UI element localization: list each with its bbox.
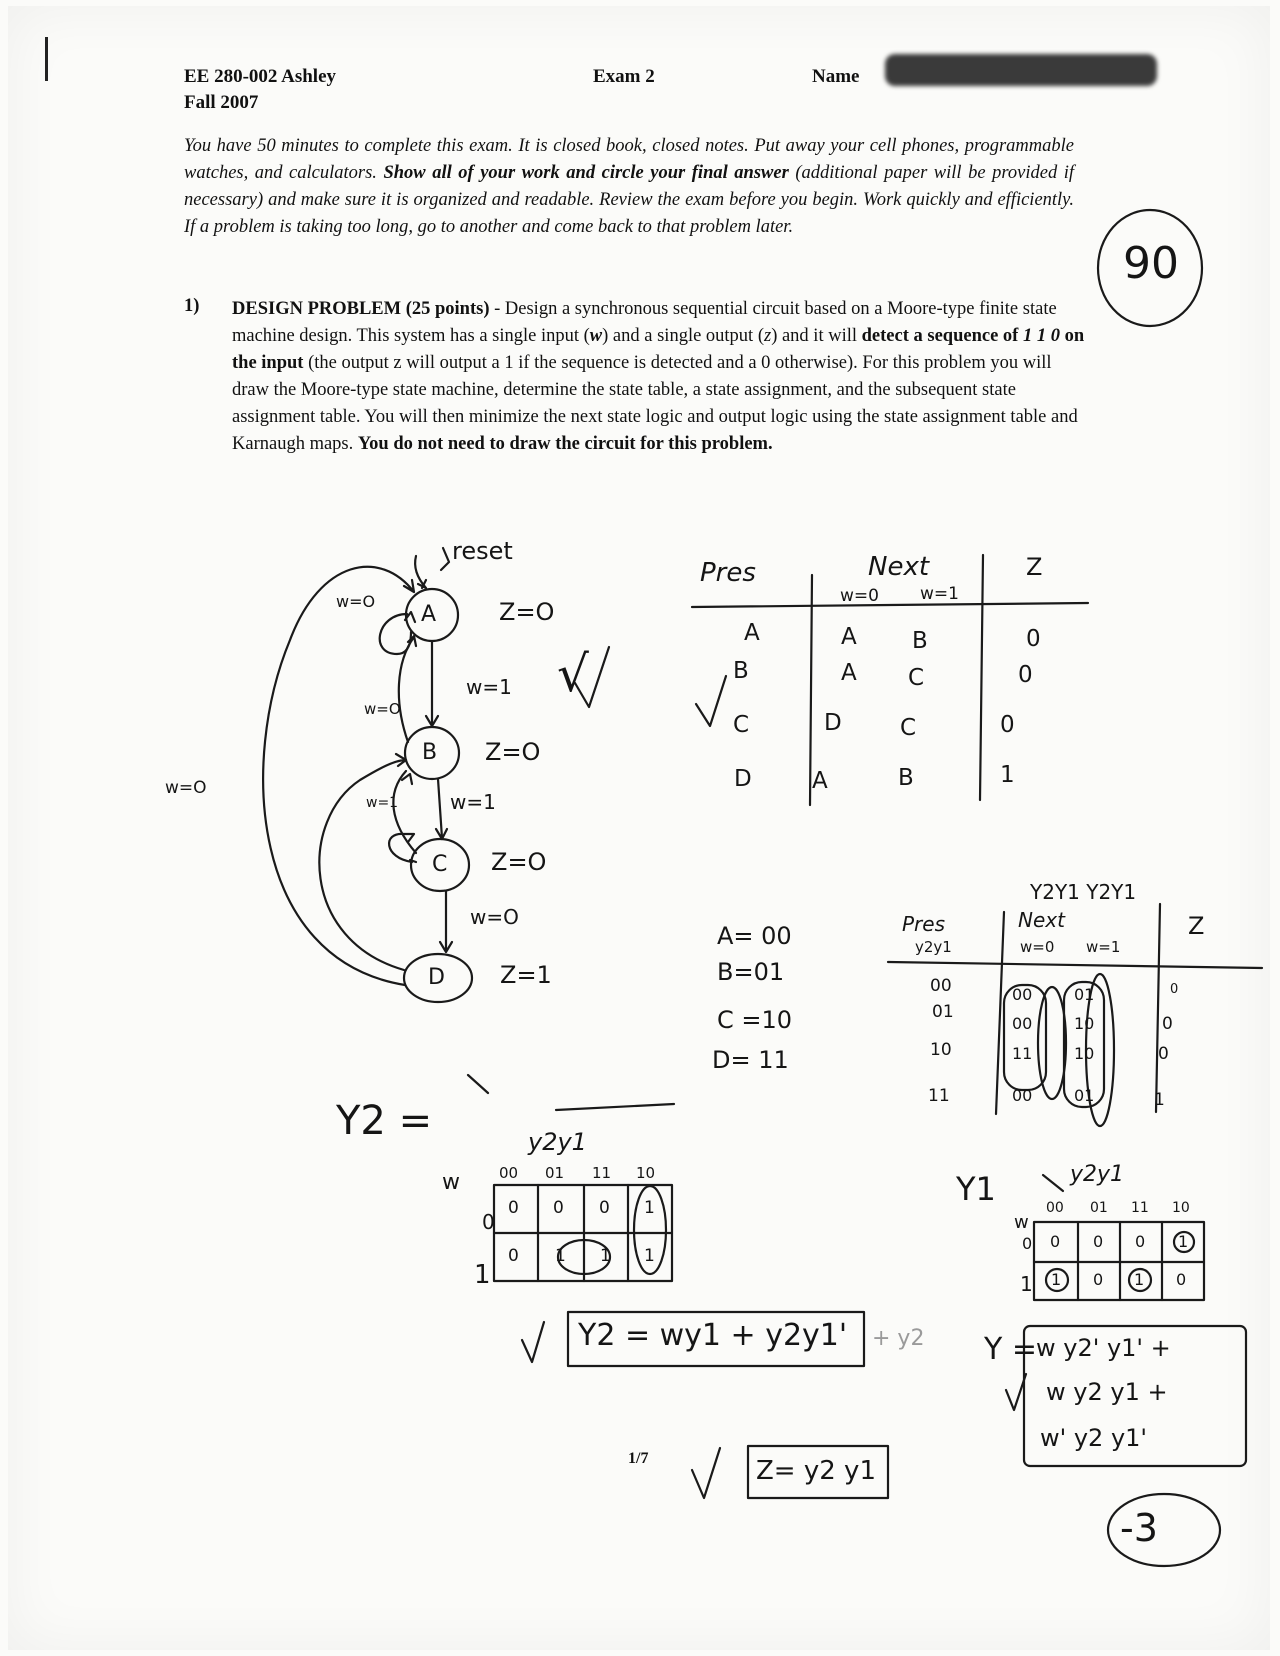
kmap-cell: 0 [508,1246,519,1266]
table-cell: A [744,620,760,646]
assign-header-output: Z [1188,912,1205,940]
table-cell: B [912,628,928,654]
y1-answer-line: w' y2 y1' [1040,1424,1148,1452]
kmap-col-label: 01 [1090,1200,1108,1216]
assign-cell: 0 [1158,1044,1169,1064]
assign-cell: 0 [1170,982,1179,997]
reset-arrow [415,556,426,588]
term: Fall 2007 [184,92,259,113]
state-a-self-loop [380,612,415,654]
edge-b-a [399,636,416,742]
assignment-line: D= 11 [712,1046,789,1074]
transition-label: w=1 [366,795,399,811]
transition-label: w=O [364,700,401,718]
state-c-output: Z=O [491,848,547,876]
y1-answer-line: w y2 y1 + [1046,1378,1168,1406]
kmap-col-label: 11 [592,1164,612,1182]
assign-cell: 01 [1074,985,1095,1004]
table-cell: A [841,624,857,650]
y1-answer-prefix: Y = [984,1332,1037,1367]
problem-number: 1) [184,296,200,316]
kmap-y2-side-var: w [442,1170,460,1195]
kmap-cell: 0 [1135,1232,1146,1251]
reset-label: reset [452,537,513,565]
state-a-label: A [421,602,437,627]
z-answer: Z= y2 y1 [756,1456,876,1486]
page-number: 1/7 [628,1450,649,1467]
table-header-output: Z [1026,553,1043,581]
kmap-row-label: 1 [474,1260,491,1290]
kmap-row-label: 1 [1020,1272,1033,1296]
kmap-row-label: 0 [1022,1234,1033,1253]
transition-label: w=O [470,905,519,929]
kmap-cell: 0 [599,1198,610,1218]
assign-cell: 1 [1154,1090,1165,1110]
table-cell: C [900,715,917,741]
kmap-row-label: 0 [482,1210,495,1234]
assign-cell: 0 [1162,1014,1173,1034]
problem-note: You do not need to draw the circuit for this problem. [357,434,773,454]
assignment-line: A= 00 [717,922,792,950]
state-d-output: Z=1 [500,961,552,989]
instructions-bold: Show all of your work and circle your final answer [383,163,789,183]
table-cell: B [898,765,914,791]
table-cell: D [824,710,842,736]
assign-sub-w0: w=0 [1020,938,1055,956]
transition-label: w=O [336,592,376,611]
assign-cell: 00 [1012,1086,1033,1105]
kmap-cell: 1 [555,1246,566,1266]
table-sub-w0: w=0 [840,586,879,606]
y1-answer-line: w y2' y1' + [1036,1334,1171,1362]
assign-cell: 10 [930,1040,952,1060]
score: 90 [1123,238,1179,289]
assign-cell: 10 [1074,1014,1095,1033]
kmap-y2-label: Y2 = [336,1098,433,1144]
assign-cell: 00 [930,976,952,996]
instructions-part2: (additional paper will be provided if necessary) and make sure it is organized and readable. Review the exam before you begin. Work quickly and efficiently. If a problem is taking too long, go to another and come back to that problem later. [184,163,1075,237]
name-label: Name [812,66,860,87]
assignment-line: B=01 [717,958,785,986]
assign-cell: 11 [1012,1044,1033,1063]
transition-label: w=1 [450,790,496,814]
y2-stray-term: + y2 [872,1326,925,1351]
kmap-y1-side-var: w [1014,1212,1029,1233]
diagram-check: √ [557,645,589,703]
kmap-col-label: 00 [499,1164,519,1182]
assign-sub-w1: w=1 [1086,938,1121,956]
edge-b-c [436,779,447,839]
table-cell: A [812,768,828,794]
assign-cell: 00 [1012,985,1033,1004]
kmap-cell: 1 [644,1246,655,1266]
state-table-hline [692,603,1088,607]
edge-c-a [393,771,416,853]
state-table-vline-2 [980,555,983,800]
state-d-label: D [428,965,445,990]
assign-cell: 00 [1012,1014,1033,1033]
table-cell: D [734,766,752,792]
table-cell: C [908,665,925,691]
table-header-present: Pres [700,558,756,588]
kmap-cell: 0 [1050,1232,1061,1251]
kmap-cell: 1 [600,1246,611,1266]
edge-d-b [319,754,406,970]
table-cell: 0 [1000,712,1015,738]
exam-title: Exam 2 [593,66,655,87]
kmap-cell: 0 [1093,1232,1104,1251]
kmap-cell: 0 [1176,1270,1187,1289]
assign-header-vars: y2y1 [915,938,952,956]
edge-a-b [426,641,438,726]
transition-label: w=O [165,778,207,798]
kmap-col-label: 01 [545,1164,565,1182]
state-c-label: C [432,852,448,877]
assign-cell: 10 [1074,1044,1095,1063]
state-a-output: Z=O [499,598,555,626]
state-b-output: Z=O [485,738,541,766]
problem-heading: DESIGN PROBLEM (25 points) [232,299,490,319]
problem-statement: DESIGN PROBLEM (25 points) - Design a synchronous sequential circuit based on a Moore-type finite state machine design. This system has a single input (w) and a single output (z) and it will detect a sequence of 1 1 0 on the input (the output z will output a 1 if the sequence is detected and a 0 otherwise). For this problem you will draw the Moore-type state machine, determine the state table, a state assignment, and the subsequent state assignment table. You will then minimize the next state logic and output logic using the state assignment table and Karnaugh maps. You do not need to draw the circuit for this problem. [232,299,1085,454]
kmap-y1-label: Y1 [956,1170,996,1208]
state-b-label: B [422,740,438,765]
kmap-cell: 1 [1134,1270,1145,1289]
table-cell: 0 [1018,662,1033,688]
assign-cell: 11 [928,1086,950,1106]
transition-label: w=1 [466,675,512,699]
kmap-cell: 1 [1051,1270,1062,1289]
kmap-col-label: 10 [636,1164,656,1182]
assignment-line: C =10 [717,1006,793,1034]
table-check [696,676,726,726]
y2-answer: Y2 = wy1 + y2y1' [578,1318,848,1353]
assign-header-next: Next [1018,908,1065,932]
table-cell: 1 [1000,762,1015,788]
assign-top-labels: Y2Y1 Y2Y1 [1030,880,1137,904]
table-sub-w1: w=1 [920,584,959,604]
kmap-col-label: 10 [1172,1200,1190,1216]
table-cell: 0 [1026,626,1041,652]
kmap-cell: 0 [553,1198,564,1218]
table-cell: B [733,658,749,684]
edge-d-a [263,567,414,985]
assign-cell: 01 [932,1002,954,1022]
table-cell: A [841,660,857,686]
kmap-cell: 0 [508,1198,519,1218]
assign-cell: 01 [1074,1086,1095,1105]
kmap-col-label: 11 [1131,1200,1149,1216]
kmap-cell: 1 [644,1198,655,1218]
kmap-y2-vars: y2y1 [528,1128,587,1156]
table-cell: C [733,712,750,738]
table-header-next: Next [868,552,930,582]
kmap-y1-vars: y2y1 [1070,1162,1125,1187]
edge-c-d [440,891,452,952]
kmap-cell: 1 [1178,1232,1189,1251]
kmap-cell: 0 [1093,1270,1104,1289]
instructions-part1: You have 50 minutes to complete this exam. It is closed book, closed notes. Put away your cell phones, programmable watches, and calculators. [184,136,1074,183]
assign-header-present: Pres [902,912,946,936]
course-title: EE 280-002 Ashley [184,66,337,87]
kmap-col-label: 00 [1046,1200,1064,1216]
deduction: -3 [1120,1506,1158,1550]
